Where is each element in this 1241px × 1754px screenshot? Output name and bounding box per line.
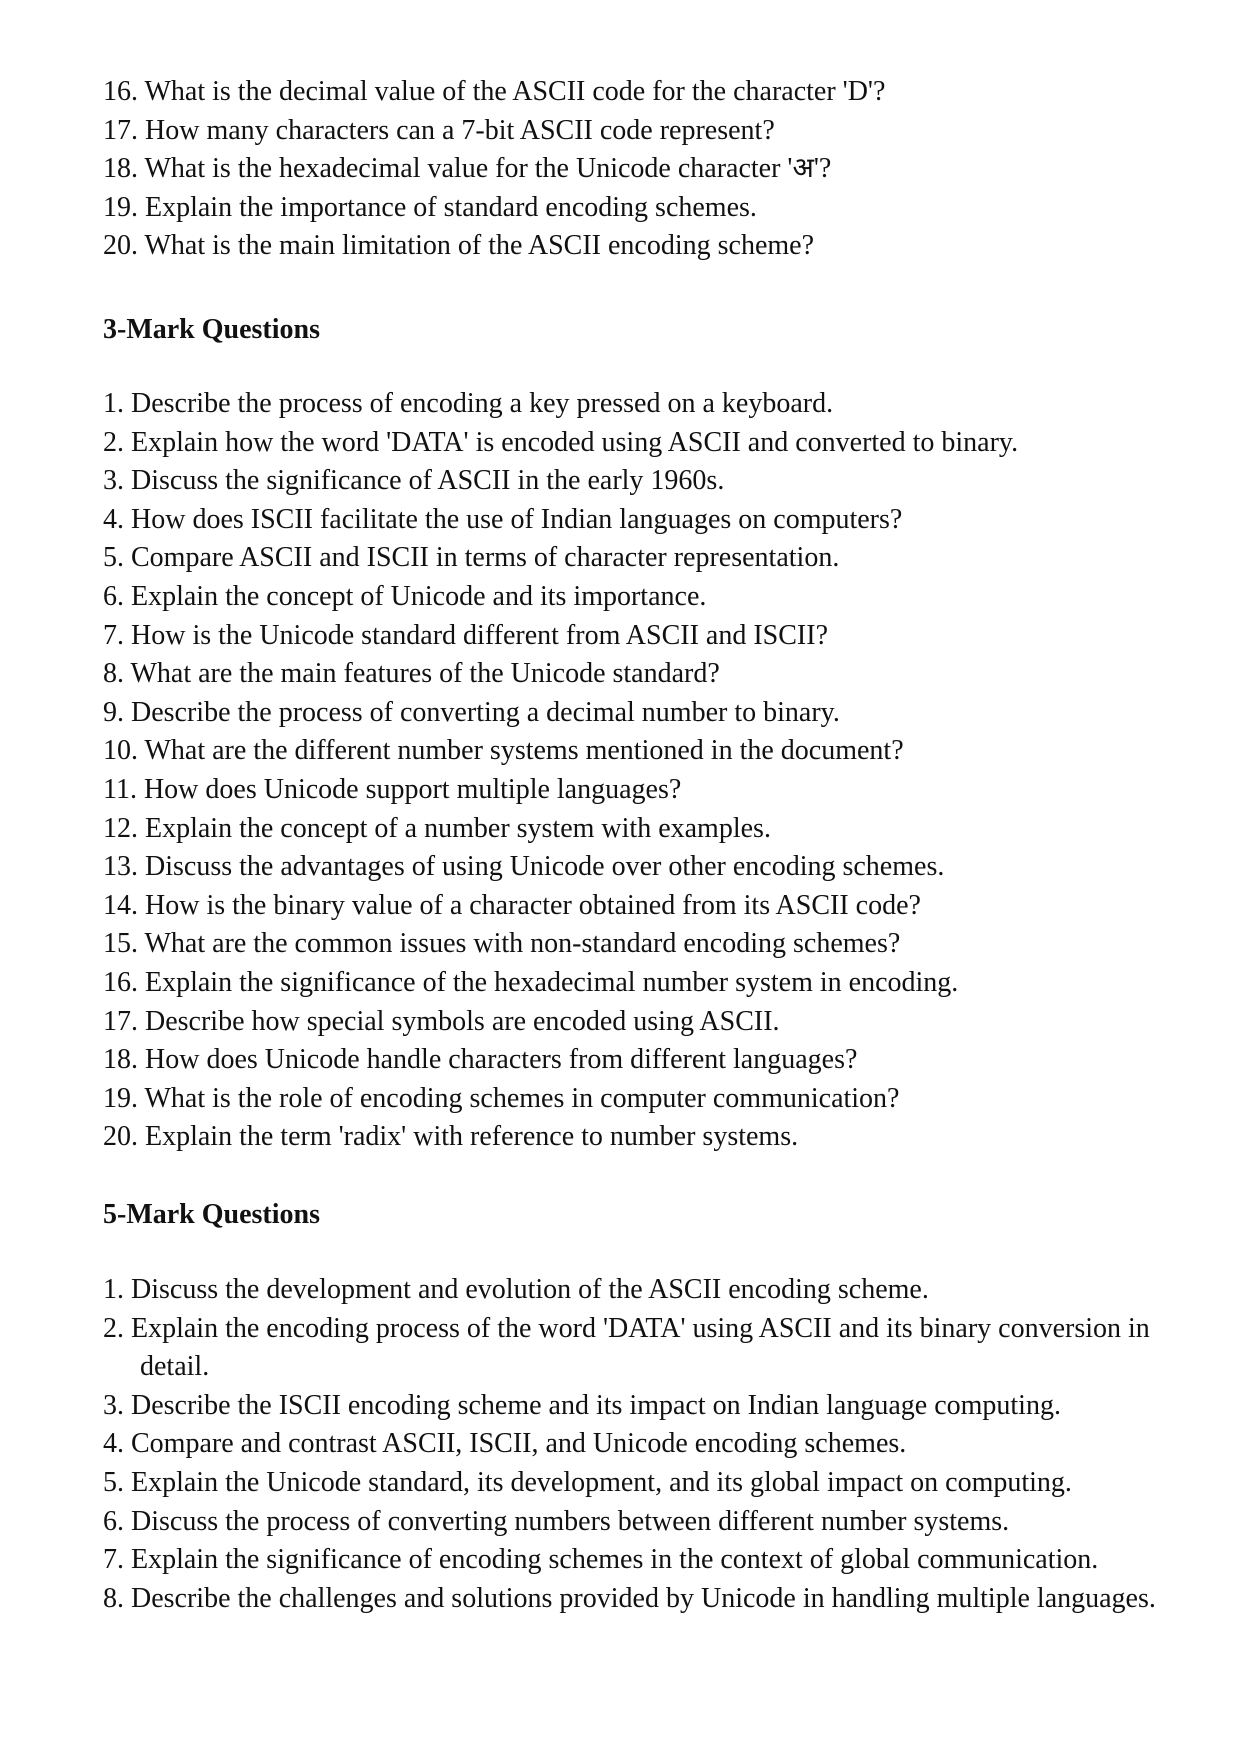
list-item: 6. Explain the concept of Unicode and its importance. <box>103 580 707 612</box>
list-item: 7. How is the Unicode standard different from ASCII and ISCII? <box>103 619 828 651</box>
list-item: 5. Explain the Unicode standard, its development, and its global impact on computing. <box>103 1466 1072 1498</box>
list-item: 10. What are the different number systems mentioned in the document? <box>103 735 904 767</box>
list-item: 2. Explain the encoding process of the word 'DATA' using ASCII and its binary conversion in detail. <box>103 1312 1150 1383</box>
list-item: 13. Discuss the advantages of using Unicode over other encoding schemes. <box>103 851 945 883</box>
list-item: 20. Explain the term 'radix' with reference to number systems. <box>103 1121 799 1153</box>
list-item: 2. Explain how the word 'DATA' is encoded using ASCII and converted to binary. <box>103 426 1019 458</box>
three-mark-question-list <box>103 385 1018 1157</box>
list-item: 18. What is the hexadecimal value for the Unicode character 'अ'? <box>103 153 832 185</box>
list-item: 18. How does Unicode handle characters from different languages? <box>103 1044 858 1076</box>
section-heading-5-mark: 5-Mark Questions <box>103 1199 320 1230</box>
list-item: 20. What is the main limitation of the ASCII encoding scheme? <box>103 230 815 262</box>
list-item: 17. Describe how special symbols are encoded using ASCII. <box>103 1005 780 1037</box>
list-item: 1. Describe the process of encoding a key pressed on a keyboard. <box>103 388 834 419</box>
list-item: 16. What is the decimal value of the ASCII code for the character 'D'? <box>103 76 886 107</box>
continued-question-list <box>103 73 885 266</box>
list-item: 4. Compare and contrast ASCII, ISCII, and Unicode encoding schemes. <box>103 1428 907 1460</box>
list-item: 4. How does ISCII facilitate the use of Indian languages on computers? <box>103 503 903 535</box>
list-item: 17. How many characters can a 7-bit ASCII code represent? <box>103 114 775 146</box>
list-item: 6. Discuss the process of converting numbers between different number systems. <box>103 1505 1010 1537</box>
section-heading-3-mark: 3-Mark Questions <box>103 314 320 345</box>
list-item: 8. What are the main features of the Unicode standard? <box>103 658 720 690</box>
list-item: 12. Explain the concept of a number system with examples. <box>103 812 771 844</box>
list-item: 7. Explain the significance of encoding schemes in the context of global communication. <box>103 1544 1099 1576</box>
list-item: 3. Discuss the significance of ASCII in the early 1960s. <box>103 465 725 497</box>
list-item: 15. What are the common issues with non-standard encoding schemes? <box>103 928 901 960</box>
list-item: 8. Describe the challenges and solutions provided by Unicode in handling multiple languages. <box>103 1582 1156 1614</box>
list-item: 1. Discuss the development and evolution of the ASCII encoding scheme. <box>103 1274 929 1305</box>
list-item: 3. Describe the ISCII encoding scheme and its impact on Indian language computing. <box>103 1389 1061 1421</box>
list-item: 11. How does Unicode support multiple languages? <box>103 773 682 805</box>
list-item: 14. How is the binary value of a character obtained from its ASCII code? <box>103 889 921 921</box>
list-item: 16. Explain the significance of the hexadecimal number system in encoding. <box>103 966 959 998</box>
list-item: 9. Describe the process of converting a decimal number to binary. <box>103 696 840 728</box>
five-mark-question-list <box>103 1271 1200 1618</box>
list-item: 19. Explain the importance of standard encoding schemes. <box>103 191 757 223</box>
list-item: 5. Compare ASCII and ISCII in terms of character representation. <box>103 542 840 574</box>
list-item: 19. What is the role of encoding schemes in computer communication? <box>103 1082 900 1114</box>
